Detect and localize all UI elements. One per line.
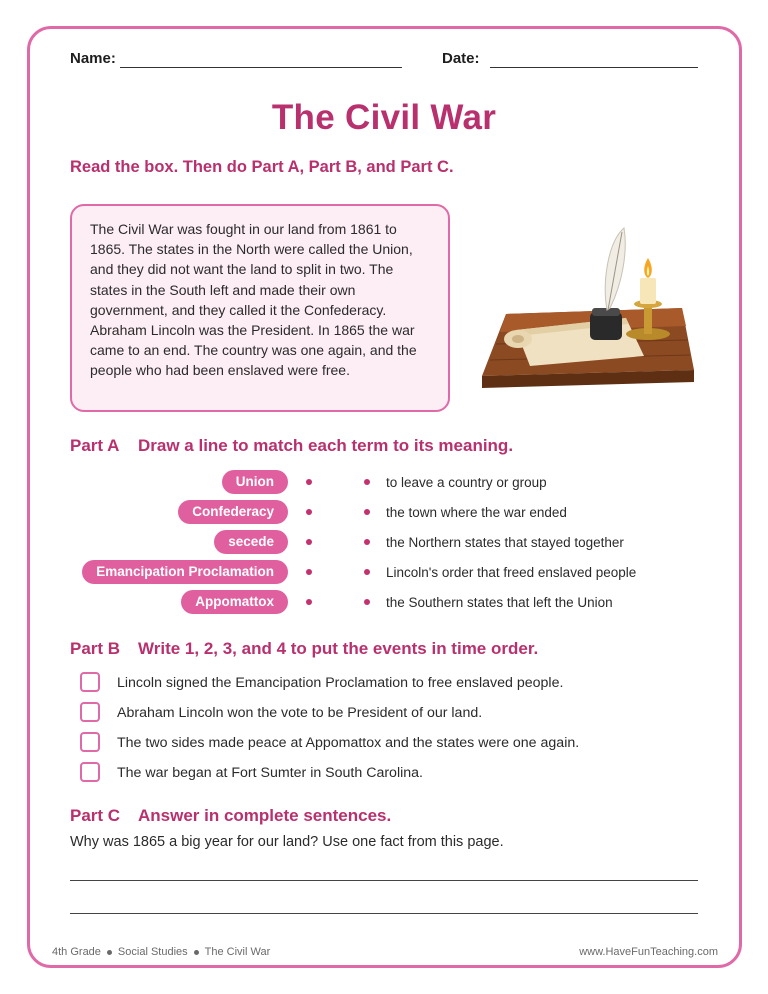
footer-breadcrumb [52, 946, 270, 958]
event-item: Abraham Lincoln won the vote to be President of our land. [117, 705, 483, 721]
desk-with-quill-scroll-candle-icon [476, 222, 700, 392]
footer-subject: Social Studies [117, 946, 188, 958]
reading-text: The Civil War was fought in our land from 1861 to 1865. The states in the North were called the Union, and they did not want the land to split in two. The states in the South left and made their own government, and they called it the Confederacy. Abraham Lincoln was the President. In 1865 the war came to an end. The country was one again, and the people who had been enslaved were free. [90, 221, 417, 379]
part-b-heading [70, 639, 538, 659]
order-box[interactable] [80, 702, 100, 722]
term-secede: secede [214, 530, 288, 554]
meaning-item: to leave a country or group [386, 475, 547, 490]
page-title: The Civil War [271, 98, 497, 137]
footer-grade: 4th Grade [52, 946, 101, 958]
order-box[interactable] [80, 672, 100, 692]
event-item: The war began at Fort Sumter in South Carolina. [117, 765, 423, 781]
part-c-label: Part C [70, 806, 121, 825]
meaning-dot[interactable] [364, 569, 370, 575]
part-b-label: Part B [70, 639, 121, 658]
part-a-heading [70, 436, 513, 456]
reading-box [70, 204, 450, 412]
bullet-icon [107, 950, 112, 955]
part-c-instruction: Answer in complete sentences. [138, 806, 392, 825]
instructions: Read the box. Then do Part A, Part B, and Part C. [70, 158, 454, 176]
term-dot[interactable] [306, 599, 312, 605]
part-b-instruction: Write 1, 2, 3, and 4 to put the events in time order. [138, 639, 539, 658]
order-box[interactable] [80, 762, 100, 782]
footer-topic: The Civil War [204, 946, 271, 958]
part-c-question: Why was 1865 a big year for our land? Use one fact from this page. [70, 834, 504, 850]
term-union: Union [222, 470, 288, 494]
event-item: Lincoln signed the Emancipation Proclamation to free enslaved people. [117, 675, 564, 691]
answer-line[interactable] [70, 880, 698, 881]
term-dot[interactable] [306, 569, 312, 575]
term-dot[interactable] [306, 509, 312, 515]
event-item: The two sides made peace at Appomattox and the states were one again. [117, 735, 580, 751]
term-appomattox: Appomattox [181, 590, 288, 614]
date-label: Date: [442, 50, 480, 67]
name-field[interactable] [120, 67, 402, 68]
name-label: Name: [70, 50, 116, 67]
part-c-heading [70, 806, 391, 826]
term-dot[interactable] [306, 479, 312, 485]
part-a-instruction: Draw a line to match each term to its meaning. [138, 436, 514, 455]
meaning-item: the town where the war ended [386, 505, 567, 520]
meaning-item: Lincoln's order that freed enslaved people [386, 565, 637, 580]
meaning-item: the Southern states that left the Union [386, 595, 613, 610]
term-dot[interactable] [306, 539, 312, 545]
meaning-dot[interactable] [364, 539, 370, 545]
meaning-dot[interactable] [364, 509, 370, 515]
part-a-label: Part A [70, 436, 120, 455]
meaning-dot[interactable] [364, 479, 370, 485]
bullet-icon [194, 950, 199, 955]
order-box[interactable] [80, 732, 100, 752]
meaning-dot[interactable] [364, 599, 370, 605]
term-confederacy: Confederacy [178, 500, 288, 524]
footer-website: www.HaveFunTeaching.com [579, 946, 718, 958]
term-emancipation-proclamation: Emancipation Proclamation [82, 560, 288, 584]
date-field[interactable] [490, 67, 698, 68]
meaning-item: the Northern states that stayed together [386, 535, 624, 550]
answer-line[interactable] [70, 913, 698, 914]
